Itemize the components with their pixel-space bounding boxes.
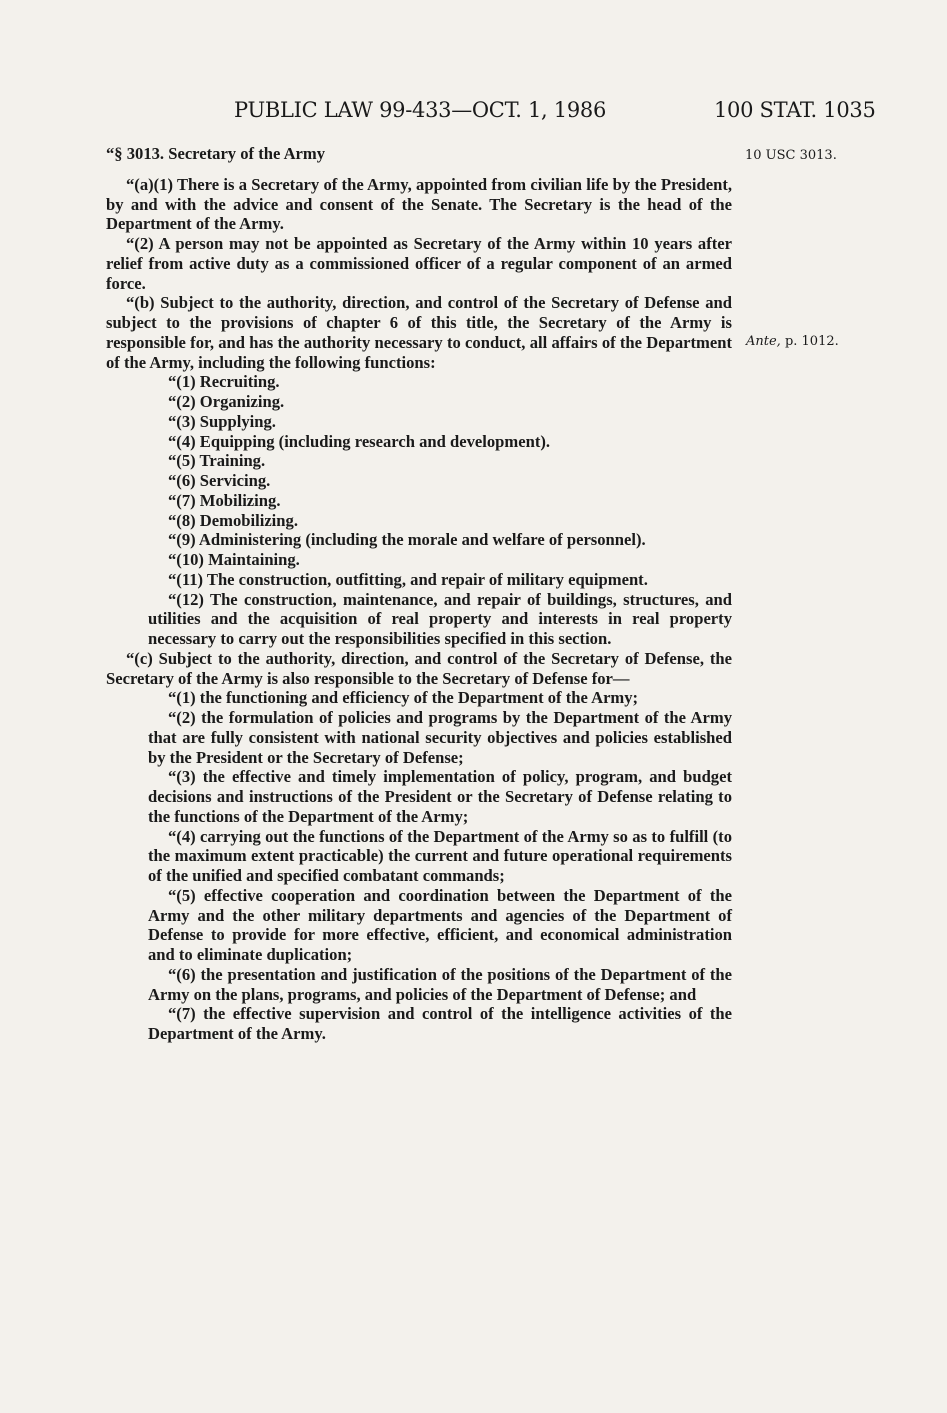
c-item-5: “(5) effective cooperation and coordination between the Department of the Army and the other military departments and agencies of the Department of Defense to provide for more effective, efficient, and economical administration and to eliminate duplication; [148, 885, 732, 964]
subsection-a2: “(2) A person may not be appointed as Secretary of the Army within 10 years after relief from active duty as a commissioned officer of a regular component of an armed force. [106, 234, 732, 293]
b-item-12: “(12) The construction, maintenance, and repair of buildings, structures, and utilities and the acquisition of real property and interests in real property necessary to carry out the responsibilities specified in this section. [148, 589, 732, 648]
b-item-8: “(8) Demobilizing. [168, 510, 298, 530]
c-item-3: “(3) the effective and timely implementation of policy, program, and budget decisions and instructions of the President or the Secretary of Defense relating to the functions of the Department of the Army; [148, 767, 732, 826]
b-item-11: “(11) The construction, outfitting, and repair of military equipment. [168, 569, 648, 589]
b-item-10: “(10) Maintaining. [168, 550, 300, 569]
b-item-6: “(6) Servicing. [168, 471, 271, 490]
subsection-b: “(b) Subject to the authority, direction, and control of the Secretary of Defense and subject to the provisions of chapter 6 of this title, the Secretary of the Army is responsible for, and has the authority necessary to conduct, all affairs of the Department of the Army, including the following functions: [106, 293, 732, 372]
b-item-5: “(5) Training. [168, 451, 266, 471]
b-item-7: “(7) Mobilizing. [168, 490, 281, 510]
subsection-c: “(c) Subject to the authority, direction, and control of the Secretary of Defense, the Secretary of the Army is also responsible to the Secretary of Defense for— [106, 648, 732, 688]
c-item-4: “(4) carrying out the functions of the Department of the Army so as to fulfill (to the maximum extent practicable) the current and future operational requirements of the unified and specified combatant commands; [148, 826, 732, 885]
b-item-2: “(2) Organizing. [168, 392, 285, 411]
c-item-2: “(2) the formulation of policies and programs by the Department of the Army that are fully consistent with national security objectives and policies established by the President or the Secretary of Defense; [148, 708, 732, 767]
section-body [106, 144, 732, 1044]
subsection-a1: “(a)(1) There is a Secretary of the Army, appointed from civilian life by the President, by and with the advice and consent of the Senate. The Secretary is the head of the Department of the Army. [106, 174, 732, 234]
c-item-1: “(1) the functioning and efficiency of the Department of the Army; [168, 688, 639, 708]
c-item-6: “(6) the presentation and justification of the positions of the Department of the Army on the plans, programs, and policies of the Department of Defense; and [148, 964, 732, 1004]
c-item-7: “(7) the effective supervision and control of the intelligence activities of the Department of the Army. [148, 1004, 732, 1043]
section-heading: “§ 3013. Secretary of the Army [106, 144, 326, 163]
margin-note-ante [746, 334, 839, 349]
page-header [0, 98, 947, 128]
subsection-c-responsibilities [106, 688, 732, 1044]
b-item-1: “(1) Recruiting. [168, 372, 280, 392]
margin-note-ante-italic: Ante, [746, 334, 781, 349]
b-item-3: “(3) Supplying. [168, 411, 276, 431]
margin-note-ante-page: p. 1012. [780, 334, 839, 349]
b-item-4: “(4) Equipping (including research and development). [168, 431, 551, 451]
b-item-9: “(9) Administering (including the morale and welfare of personnel). [168, 530, 646, 550]
header-stat-page: 100 STAT. 1035 [714, 98, 876, 122]
header-public-law: PUBLIC LAW 99-433—OCT. 1, 1986 [234, 98, 607, 122]
margin-note-usc: 10 USC 3013. [745, 148, 837, 163]
subsection-b-functions [106, 372, 732, 649]
